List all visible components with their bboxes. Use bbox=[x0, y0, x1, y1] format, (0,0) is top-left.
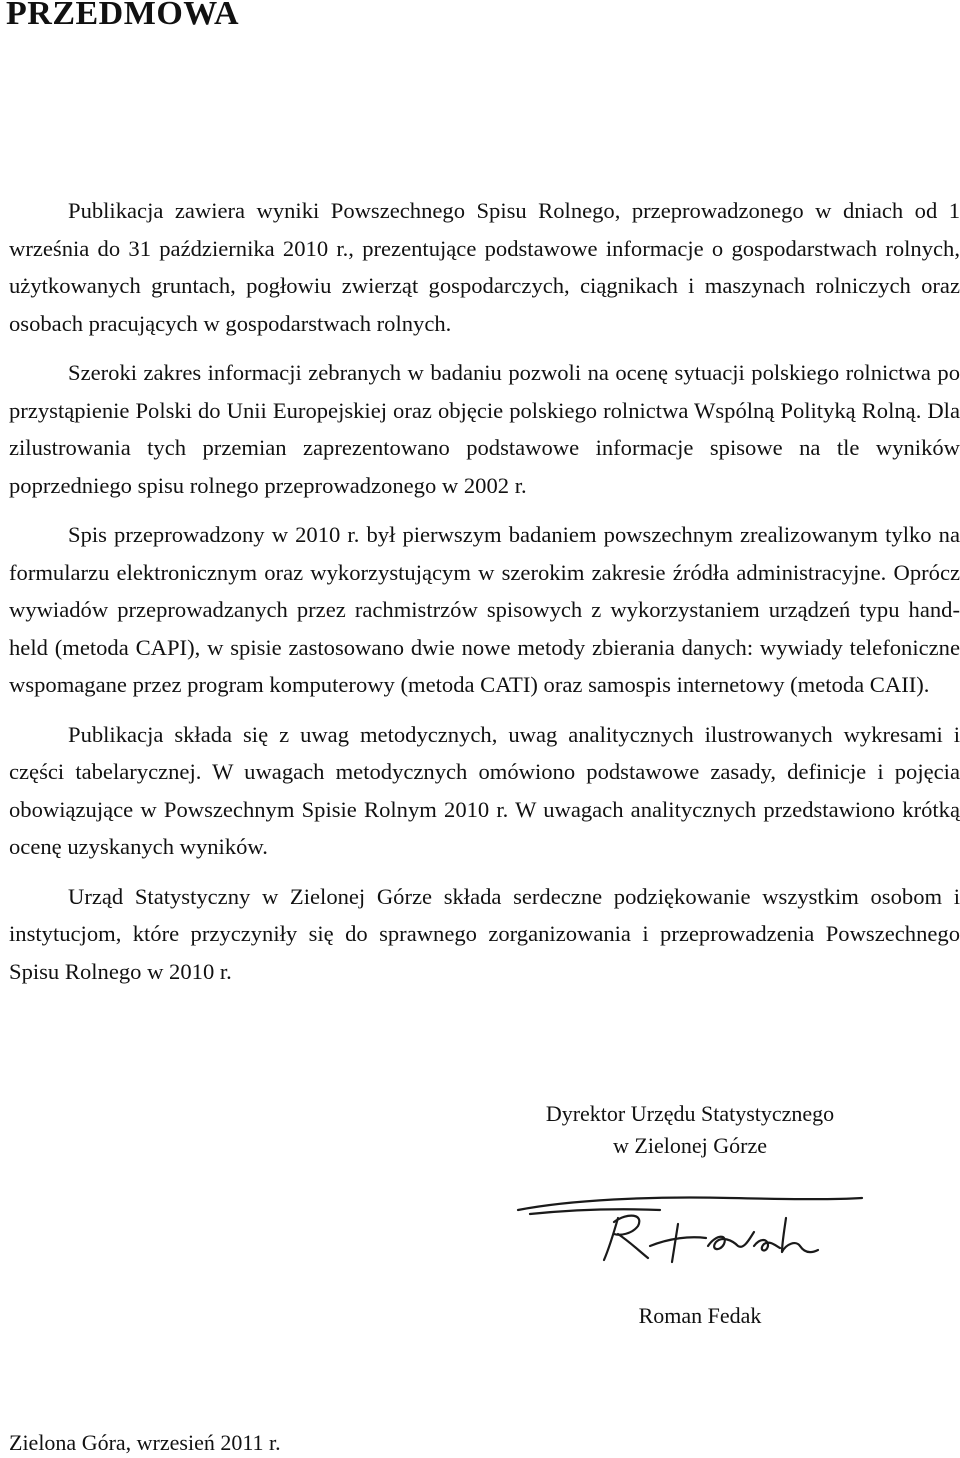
paragraph-publication-scope: Publikacja zawiera wyniki Powszechnego Spisu Rolnego, przeprowadzonego w dniach od 1 września do 31 października 2010 r., prezentujące podstawowe informacje o gospodarstwach rolnych, użytkowanych gruntach, pogłowiu zwierząt gospodarczych, ciągnikach i maszynach rolniczych oraz osobach pracujących w gospodarstwach rolnych. bbox=[9, 198, 960, 336]
paragraph-publication-structure: Publikacja składa się z uwag metodycznych, uwag analitycznych ilustrowanych wykresami i części tabelarycznej. W uwagach metodycznych omówiono podstawowe zasady, definicje i pojęcia obowiązujące w Powszechnym Spisie Rolnym 2010 r. W uwagach analitycznych przedstawiono krótką ocenę uzyskanych wyników. bbox=[9, 721, 960, 859]
paragraph-census-methods: Spis przeprowadzony w 2010 r. był pierwszym badaniem powszechnym zrealizowanym tylko na formularzu elektronicznym oraz wykorzystującym w szerokim zakresie źródła administracyjne. Oprócz wywiadów przeprowadzanych przez rachmistrzów spisowych z wykorzystaniem urządzeń typu hand-held (metoda CAPI), w spisie zastosowano dwie nowe metody zbierania danych: wywiady telefoniczne wspomagane przez program komputerowy (metoda CATI) oraz samospis internetowy (metoda CAII). bbox=[9, 522, 960, 697]
place-and-date: Zielona Góra, wrzesień 2011 r. bbox=[9, 1430, 281, 1455]
paragraph-scope-of-information: Szeroki zakres informacji zebranych w badaniu pozwoli na ocenę sytuacji polskiego rolnictwa po przystąpienie Polski do Unii Europejskiej oraz objęcie polskiego rolnictwa Wspólną Polityką Rolną. Dla zilustrowania tych przemian zaprezentowano podstawowe informacje spisowe na tle wyników poprzedniego spisu rolnego przeprowadzonego w 2002 r. bbox=[9, 360, 960, 498]
signatory-title: Dyrektor Urzędu Statystycznego bbox=[545, 1101, 835, 1126]
signatory-name: Roman Fedak bbox=[638, 1303, 762, 1328]
page-title: PRZEDMOWA bbox=[6, 0, 240, 32]
signature-block bbox=[500, 1098, 880, 1162]
preface-body bbox=[9, 192, 960, 1002]
handwritten-signature bbox=[510, 1188, 870, 1268]
signatory-office: w Zielonej Górze bbox=[613, 1133, 767, 1158]
paragraph-acknowledgements: Urząd Statystyczny w Zielonej Górze składa serdeczne podziękowanie wszystkim osobom i instytucjom, które przyczyniły się do sprawnego zorganizowania i przeprowadzenia Powszechnego Spisu Rolnego w 2010 r. bbox=[9, 883, 960, 984]
